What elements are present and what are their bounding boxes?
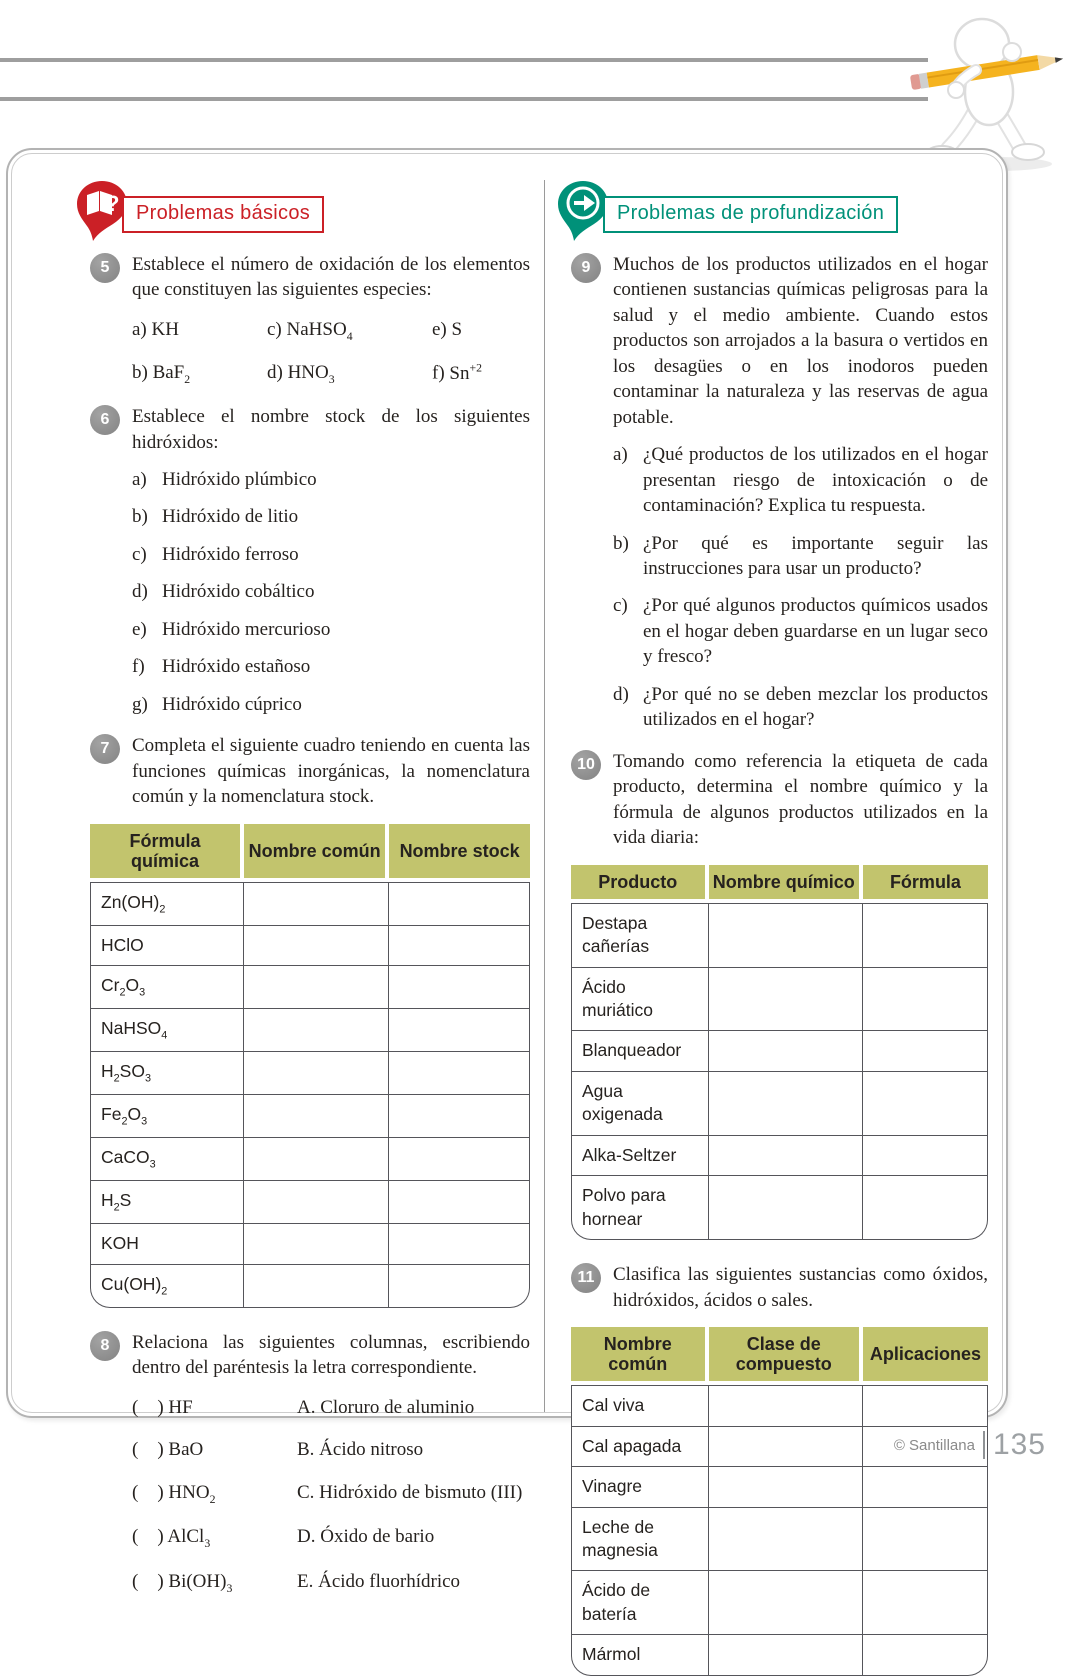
empty-fill-cell — [709, 1072, 863, 1136]
option-text: C. Hidróxido de bismuto (III) — [297, 1481, 523, 1503]
item-text: Hidróxido estañoso — [162, 656, 311, 678]
empty-fill-cell — [709, 1176, 863, 1240]
table-row — [90, 882, 530, 926]
empty-fill-cell — [709, 1467, 863, 1507]
item-letter: a) — [613, 444, 628, 466]
table-row — [571, 1072, 988, 1136]
problem-9 — [571, 252, 988, 733]
name-cell: Mármol — [571, 1635, 709, 1675]
column-header: Aplicaciones — [863, 1327, 988, 1385]
basic-problems-header — [76, 180, 530, 246]
chemical-formula-cell: HClO — [90, 926, 244, 966]
list-item — [613, 442, 988, 518]
chemical-formula: $Sn^{+2}$ — [449, 361, 483, 384]
paren-formula — [132, 1569, 297, 1597]
chemical-formula: KH — [151, 318, 179, 340]
item-text: Hidróxido de litio — [162, 506, 299, 528]
footer-divider — [983, 1431, 985, 1459]
species-item — [267, 317, 432, 345]
paren-formula — [132, 1395, 297, 1420]
answer-slot: ( ) — [132, 1396, 169, 1418]
problem-number-badge: 6 — [90, 405, 120, 435]
chemical-formula: S — [451, 318, 463, 340]
item-text: ¿Por qué algunos productos químicos usados en el hogar deben guardarse en un lugar seco y fresco? — [643, 595, 988, 668]
question-list — [613, 442, 988, 733]
page-footer — [894, 1428, 1046, 1462]
chemical-formula-cell: $Fe_2O_3$ — [90, 1095, 244, 1138]
list-item — [132, 579, 530, 604]
empty-fill-cell — [389, 966, 530, 1009]
chemical-formula: NaHSO$_4$ — [286, 318, 353, 343]
list-item — [132, 467, 530, 492]
item-letter: c) — [132, 543, 147, 565]
name-cell: Vinagre — [571, 1467, 709, 1507]
item-text: ¿Qué productos de los utilizados en el hogar presentan riesgo de intoxicación o de contaminación? Explica tu respuesta. — [643, 444, 988, 517]
empty-fill-cell — [863, 1031, 988, 1071]
problem-number-badge: 5 — [90, 253, 120, 283]
table-row — [571, 968, 988, 1032]
chemical-formula: $Bi(OH)_3$ — [168, 1570, 233, 1595]
item-letter: c) — [267, 318, 287, 340]
empty-fill-cell — [863, 1508, 988, 1572]
name-cell: Ácido de batería — [571, 1571, 709, 1635]
empty-fill-cell — [244, 926, 389, 966]
column-header: Clase de compuesto — [709, 1327, 863, 1385]
table-row — [571, 1467, 988, 1507]
table-row — [571, 1176, 988, 1240]
empty-fill-cell — [863, 1467, 988, 1507]
empty-fill-cell — [244, 1052, 389, 1095]
chemical-formula: $HNO_3$ — [287, 362, 335, 387]
table-row — [571, 1508, 988, 1572]
chemical-formula-cell: $H_2S$ — [90, 1181, 244, 1224]
column-header: Nombre común — [571, 1327, 709, 1385]
empty-fill-cell — [389, 1138, 530, 1181]
item-text: Hidróxido cobáltico — [162, 581, 315, 603]
table-row — [571, 1385, 988, 1426]
problem-statement: Completa el siguiente cuadro teniendo en cuenta las funciones químicas inorgánicas, la nomenclatura común y la nomenclatura stock. — [132, 735, 530, 808]
chemical-formula-cell: $Zn(OH)_2$ — [90, 882, 244, 926]
column-header: Fórmula — [863, 865, 988, 903]
empty-fill-cell — [709, 968, 863, 1032]
item-letter: a) — [132, 468, 147, 490]
chemical-formula: BaO — [168, 1439, 204, 1461]
item-letter: e) — [132, 618, 147, 640]
hydroxide-list — [132, 467, 530, 717]
table-row — [571, 1136, 988, 1176]
column-header: Nombre químico — [709, 865, 863, 903]
list-item — [132, 617, 530, 642]
empty-fill-cell — [244, 1181, 389, 1224]
table-row — [571, 903, 988, 968]
chemical-formula-cell: CaCO$_3$ — [90, 1138, 244, 1181]
list-item — [613, 682, 988, 733]
empty-fill-cell — [863, 1385, 988, 1426]
table-row — [90, 1009, 530, 1052]
item-letter: c) — [613, 595, 628, 617]
column-header: Nombre stock — [389, 824, 530, 882]
table-row — [90, 966, 530, 1009]
option-text: D. Óxido de bario — [297, 1526, 435, 1548]
problem-10 — [571, 749, 988, 851]
problem-statement: Relaciona las siguientes columnas, escribiendo dentro del paréntesis la letra correspondiente. — [132, 1331, 530, 1379]
list-item — [613, 593, 988, 669]
answer-slot: ( ) — [132, 1526, 168, 1548]
item-letter: b) — [132, 506, 148, 528]
table-row — [90, 1265, 530, 1308]
page-number: 135 — [992, 1428, 1046, 1461]
arrow-right-icon — [557, 180, 609, 255]
problem-number-badge: 9 — [571, 253, 601, 283]
table-row — [90, 1052, 530, 1095]
top-rail-line — [0, 58, 928, 62]
species-item — [432, 360, 530, 388]
empty-fill-cell — [389, 1009, 530, 1052]
section-title: Problemas básicos — [122, 196, 324, 233]
list-item — [132, 692, 530, 717]
item-letter: g) — [132, 693, 148, 715]
section-title: Problemas de profundización — [603, 196, 898, 233]
item-text: ¿Por qué no se deben mezclar los productos utilizados en el hogar? — [643, 683, 988, 731]
column-header: Producto — [571, 865, 709, 903]
name-cell: Alka-Seltzer — [571, 1136, 709, 1176]
empty-fill-cell — [389, 926, 530, 966]
species-item — [432, 317, 530, 345]
option-text: A. Cloruro de aluminio — [297, 1396, 475, 1418]
item-text: Hidróxido plúmbico — [162, 468, 317, 490]
table-row — [571, 1031, 988, 1071]
name-cell: Destapa cañerías — [571, 903, 709, 968]
empty-fill-cell — [244, 882, 389, 926]
list-item — [132, 542, 530, 567]
item-letter: b) — [132, 362, 153, 384]
chemical-formula: AlCl$_3$ — [167, 1526, 211, 1550]
problem-number-badge: 7 — [90, 734, 120, 764]
paren-formula — [132, 1437, 297, 1462]
chemical-formula-cell: NaHSO$_4$ — [90, 1009, 244, 1052]
item-letter: a) — [132, 318, 152, 340]
chemical-formula-cell: $Cu(OH)_2$ — [90, 1265, 244, 1308]
table-row — [90, 1224, 530, 1264]
empty-fill-cell — [244, 1095, 389, 1138]
empty-fill-cell — [244, 1009, 389, 1052]
item-text: Hidróxido mercurioso — [162, 618, 331, 640]
list-item — [132, 504, 530, 529]
list-item — [132, 654, 530, 679]
item-letter: f) — [132, 656, 145, 678]
option-text: E. Ácido fluorhídrico — [297, 1570, 461, 1592]
species-list — [132, 317, 530, 388]
empty-fill-cell — [863, 1136, 988, 1176]
paren-formula — [132, 1524, 297, 1552]
empty-fill-cell — [709, 1031, 863, 1071]
item-letter: d) — [613, 683, 629, 705]
problem-number-badge: 10 — [571, 750, 601, 780]
answer-slot: ( ) — [132, 1439, 169, 1461]
table-row — [90, 1181, 530, 1224]
substances-table — [571, 1327, 988, 1676]
empty-fill-cell — [863, 1635, 988, 1675]
empty-fill-cell — [709, 1635, 863, 1675]
item-text: Hidróxido cúprico — [162, 693, 302, 715]
chemical-formula-cell: $Cr_2O_3$ — [90, 966, 244, 1009]
empty-fill-cell — [244, 1224, 389, 1264]
empty-fill-cell — [389, 882, 530, 926]
empty-fill-cell — [709, 1427, 863, 1467]
problem-number-badge: 11 — [571, 1263, 601, 1293]
option-text: B. Ácido nitroso — [297, 1439, 424, 1461]
empty-fill-cell — [389, 1265, 530, 1308]
chemical-formula: HF — [168, 1396, 193, 1418]
empty-fill-cell — [389, 1095, 530, 1138]
problem-statement: Clasifica las siguientes sustancias como óxidos, hidróxidos, ácidos o sales. — [613, 1264, 988, 1311]
empty-fill-cell — [863, 968, 988, 1032]
answer-slot: ( ) — [132, 1481, 169, 1503]
name-cell: Agua oxigenada — [571, 1072, 709, 1136]
chemical-formula-cell: KOH — [90, 1224, 244, 1264]
advanced-problems-header — [557, 180, 988, 246]
empty-fill-cell — [863, 1072, 988, 1136]
problem-number-badge: 8 — [90, 1331, 120, 1361]
empty-fill-cell — [709, 1571, 863, 1635]
item-letter: d) — [267, 362, 288, 384]
name-cell: Leche de magnesia — [571, 1508, 709, 1572]
problem-statement: Establece el número de oxidación de los elementos que constituyen las siguientes especies: — [132, 254, 530, 301]
species-item — [267, 360, 432, 388]
products-table — [571, 865, 988, 1241]
top-rail-line — [0, 97, 928, 101]
empty-fill-cell — [709, 903, 863, 968]
nomenclature-table — [90, 824, 530, 1308]
item-text: Hidróxido ferroso — [162, 543, 299, 565]
problem-statement: Muchos de los productos utilizados en el hogar contienen sustancias químicas peligrosas para la salud y el medio ambiente. Cuando estos productos son arrojados a la basura o vertidos en los desagües o en los inodoros pueden contaminar la naturaleza y las reservas de agua potable. — [613, 254, 988, 428]
species-item — [132, 317, 267, 345]
item-text: ¿Por qué es importante seguir las instrucciones para usar un producto? — [643, 532, 988, 579]
svg-text:?: ? — [106, 191, 120, 216]
table-row — [90, 1095, 530, 1138]
empty-fill-cell — [709, 1136, 863, 1176]
left-column — [90, 180, 530, 1595]
paren-formula — [132, 1480, 297, 1508]
book-question-icon — [76, 180, 128, 255]
column-header: Nombre común — [244, 824, 389, 882]
empty-fill-cell — [863, 1176, 988, 1240]
empty-fill-cell — [863, 903, 988, 968]
chemical-formula: $HNO_2$ — [168, 1481, 216, 1506]
empty-fill-cell — [389, 1181, 530, 1224]
empty-fill-cell — [709, 1508, 863, 1572]
item-letter: d) — [132, 581, 148, 603]
answer-slot: ( ) — [132, 1570, 169, 1592]
name-cell: Cal apagada — [571, 1427, 709, 1467]
chemical-formula-cell: $H_2SO_3$ — [90, 1052, 244, 1095]
problem-8 — [90, 1330, 530, 1597]
list-item — [613, 531, 988, 582]
matching-columns — [132, 1395, 530, 1597]
table-row — [90, 926, 530, 966]
problem-6 — [90, 404, 530, 717]
name-cell: Blanqueador — [571, 1031, 709, 1071]
table-row — [571, 1571, 988, 1635]
species-item — [132, 360, 267, 388]
chemical-formula: BaF$_2$ — [152, 362, 191, 387]
table-row — [90, 1138, 530, 1181]
empty-fill-cell — [244, 1138, 389, 1181]
name-cell: Cal viva — [571, 1385, 709, 1426]
name-cell: Polvo para hornear — [571, 1176, 709, 1240]
column-header: Fórmula química — [90, 824, 244, 882]
copyright-text: © Santillana — [893, 1436, 975, 1454]
name-cell: Ácido muriático — [571, 968, 709, 1032]
item-letter: e) — [432, 318, 452, 340]
empty-fill-cell — [389, 1224, 530, 1264]
item-letter: b) — [613, 532, 629, 554]
empty-fill-cell — [709, 1385, 863, 1426]
problem-7 — [90, 733, 530, 809]
problem-statement: Tomando como referencia la etiqueta de cada producto, determina el nombre químico y la fórmula de algunos productos utilizados en la vida diaria: — [613, 750, 988, 849]
empty-fill-cell — [244, 1265, 389, 1308]
empty-fill-cell — [244, 966, 389, 1009]
empty-fill-cell — [863, 1571, 988, 1635]
table-row — [571, 1635, 988, 1675]
problem-11 — [571, 1262, 988, 1313]
empty-fill-cell — [389, 1052, 530, 1095]
problem-5 — [90, 252, 530, 388]
item-letter: f) — [432, 362, 450, 384]
problem-statement: Establece el nombre stock de los siguientes hidróxidos: — [132, 406, 530, 453]
